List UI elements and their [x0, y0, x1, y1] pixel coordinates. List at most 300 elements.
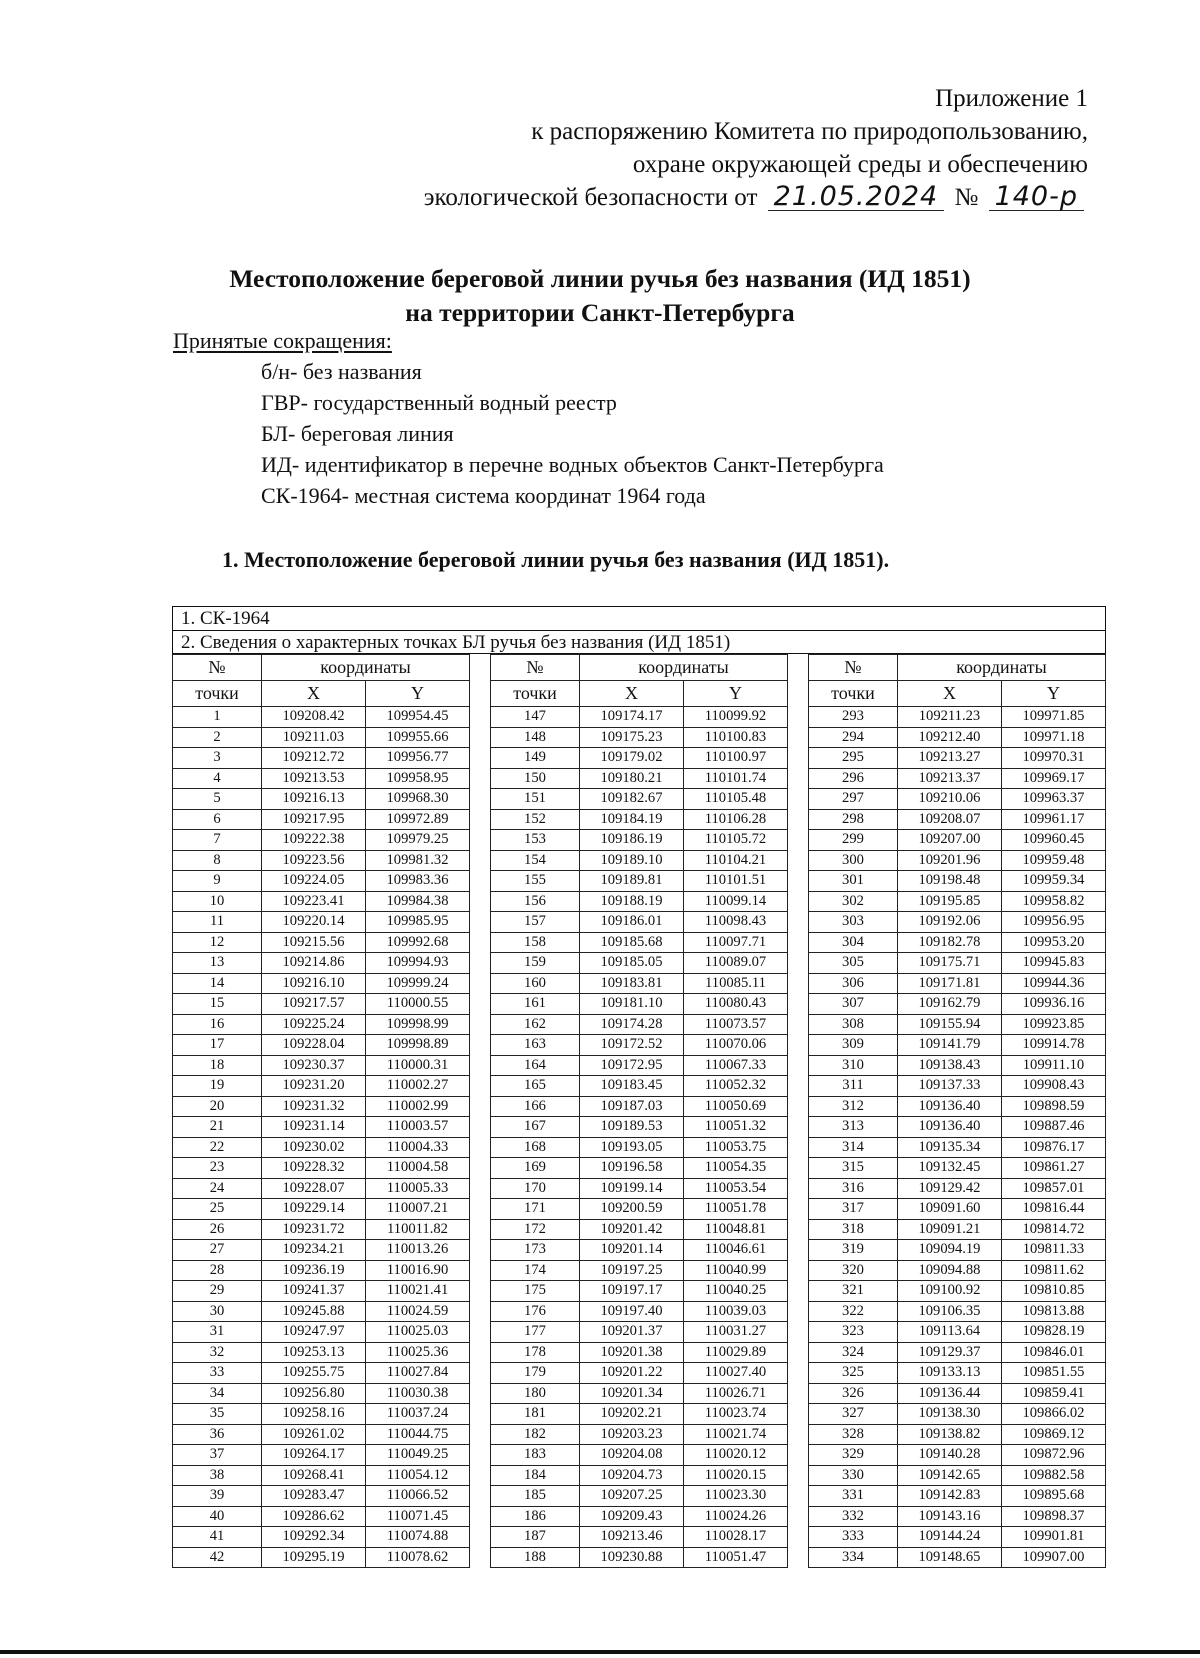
point-number: 330	[808, 1465, 897, 1486]
x-coordinate: 109188.19	[579, 891, 683, 912]
x-coordinate: 109184.19	[579, 809, 683, 830]
x-coordinate: 109231.72	[262, 1219, 366, 1240]
x-coordinate: 109183.45	[579, 1076, 683, 1097]
table-row	[173, 871, 470, 892]
x-coordinate: 109136.44	[897, 1383, 1001, 1404]
appendix-line-4	[388, 181, 1088, 214]
y-coordinate: 110020.15	[683, 1465, 787, 1486]
point-number: 166	[490, 1096, 579, 1117]
x-coordinate: 109143.16	[897, 1506, 1001, 1527]
table-row	[490, 1199, 787, 1220]
y-coordinate: 109901.81	[1001, 1527, 1105, 1548]
y-coordinate: 110048.81	[683, 1219, 787, 1240]
table-row	[490, 768, 787, 789]
point-number: 323	[808, 1322, 897, 1343]
table-row	[173, 1076, 470, 1097]
y-coordinate: 110098.43	[683, 912, 787, 933]
point-number: 9	[173, 871, 262, 892]
point-number: 171	[490, 1199, 579, 1220]
y-coordinate: 110050.69	[683, 1096, 787, 1117]
point-number: 156	[490, 891, 579, 912]
y-coordinate: 109857.01	[1001, 1178, 1105, 1199]
x-coordinate: 109135.34	[897, 1137, 1001, 1158]
table-row	[808, 1465, 1105, 1486]
header-coordinates: координаты	[262, 655, 470, 681]
y-coordinate: 109963.37	[1001, 789, 1105, 810]
x-coordinate: 109091.60	[897, 1199, 1001, 1220]
y-coordinate: 110097.71	[683, 932, 787, 953]
table-row	[808, 1014, 1105, 1035]
y-coordinate: 109992.68	[366, 932, 470, 953]
table-row	[808, 1117, 1105, 1138]
x-coordinate: 109144.24	[897, 1527, 1001, 1548]
x-coordinate: 109213.37	[897, 768, 1001, 789]
y-coordinate: 109828.19	[1001, 1322, 1105, 1343]
y-coordinate: 110051.78	[683, 1199, 787, 1220]
point-number: 154	[490, 850, 579, 871]
y-coordinate: 110054.12	[366, 1465, 470, 1486]
table-row	[173, 912, 470, 933]
point-number: 331	[808, 1486, 897, 1507]
point-number: 168	[490, 1137, 579, 1158]
coordinate-tables	[172, 654, 1106, 1568]
y-coordinate: 109816.44	[1001, 1199, 1105, 1220]
x-coordinate: 109230.37	[262, 1055, 366, 1076]
x-coordinate: 109197.25	[579, 1260, 683, 1281]
point-number: 170	[490, 1178, 579, 1199]
table-row	[173, 973, 470, 994]
x-coordinate: 109264.17	[262, 1445, 366, 1466]
table-row	[173, 1158, 470, 1179]
y-coordinate: 110099.92	[683, 707, 787, 728]
point-number: 27	[173, 1240, 262, 1261]
point-number: 303	[808, 912, 897, 933]
y-coordinate: 110025.03	[366, 1322, 470, 1343]
table-row	[808, 1404, 1105, 1425]
point-number: 180	[490, 1383, 579, 1404]
table-row	[490, 727, 787, 748]
table-row	[490, 830, 787, 851]
handwritten-number: 140-р	[989, 184, 1084, 211]
point-number: 293	[808, 707, 897, 728]
y-coordinate: 110003.57	[366, 1117, 470, 1138]
table-row	[490, 1137, 787, 1158]
x-coordinate: 109186.19	[579, 830, 683, 851]
y-coordinate: 109872.96	[1001, 1445, 1105, 1466]
y-coordinate: 110024.59	[366, 1301, 470, 1322]
x-coordinate: 109138.30	[897, 1404, 1001, 1425]
x-coordinate: 109217.95	[262, 809, 366, 830]
table-row	[808, 1363, 1105, 1384]
x-coordinate: 109185.05	[579, 953, 683, 974]
x-coordinate: 109195.85	[897, 891, 1001, 912]
table-row	[808, 789, 1105, 810]
point-number: 33	[173, 1363, 262, 1384]
y-coordinate: 110028.17	[683, 1527, 787, 1548]
y-coordinate: 109908.43	[1001, 1076, 1105, 1097]
point-number: 12	[173, 932, 262, 953]
point-number: 315	[808, 1158, 897, 1179]
y-coordinate: 110074.88	[366, 1527, 470, 1548]
y-coordinate: 110066.52	[366, 1486, 470, 1507]
x-coordinate: 109295.19	[262, 1547, 366, 1568]
point-number: 304	[808, 932, 897, 953]
y-coordinate: 109999.24	[366, 973, 470, 994]
appendix-label: Приложение 1	[935, 85, 1088, 112]
y-coordinate: 110099.14	[683, 891, 787, 912]
table-row	[490, 871, 787, 892]
y-coordinate: 110002.99	[366, 1096, 470, 1117]
x-coordinate: 109229.14	[262, 1199, 366, 1220]
table-row	[490, 891, 787, 912]
y-coordinate: 110105.72	[683, 830, 787, 851]
point-number: 159	[490, 953, 579, 974]
x-coordinate: 109216.13	[262, 789, 366, 810]
y-coordinate: 110037.24	[366, 1404, 470, 1425]
y-coordinate: 110100.83	[683, 727, 787, 748]
x-coordinate: 109094.19	[897, 1240, 1001, 1261]
coordinates-table	[808, 654, 1106, 1568]
y-coordinate: 109959.34	[1001, 871, 1105, 892]
x-coordinate: 109187.03	[579, 1096, 683, 1117]
y-coordinate: 109814.72	[1001, 1219, 1105, 1240]
point-number: 186	[490, 1506, 579, 1527]
x-coordinate: 109175.71	[897, 953, 1001, 974]
x-coordinate: 109129.42	[897, 1178, 1001, 1199]
x-coordinate: 109209.43	[579, 1506, 683, 1527]
point-number: 310	[808, 1055, 897, 1076]
table-row	[808, 1076, 1105, 1097]
y-coordinate: 109971.18	[1001, 727, 1105, 748]
coordinates-table	[490, 654, 788, 1568]
table-row	[490, 1219, 787, 1240]
y-coordinate: 110104.21	[683, 850, 787, 871]
x-coordinate: 109231.32	[262, 1096, 366, 1117]
table-row	[490, 1363, 787, 1384]
point-number: 307	[808, 994, 897, 1015]
point-number: 178	[490, 1342, 579, 1363]
x-coordinate: 109091.21	[897, 1219, 1001, 1240]
point-number: 164	[490, 1055, 579, 1076]
point-number: 181	[490, 1404, 579, 1425]
y-coordinate: 110027.40	[683, 1363, 787, 1384]
y-coordinate: 110007.21	[366, 1199, 470, 1220]
x-coordinate: 109172.52	[579, 1035, 683, 1056]
y-coordinate: 110039.03	[683, 1301, 787, 1322]
y-coordinate: 110044.75	[366, 1424, 470, 1445]
y-coordinate: 110021.74	[683, 1424, 787, 1445]
y-coordinate: 110049.25	[366, 1445, 470, 1466]
y-coordinate: 109985.95	[366, 912, 470, 933]
y-coordinate: 110025.36	[366, 1342, 470, 1363]
y-coordinate: 110027.84	[366, 1363, 470, 1384]
x-coordinate: 109224.05	[262, 871, 366, 892]
x-coordinate: 109236.19	[262, 1260, 366, 1281]
x-coordinate: 109256.80	[262, 1383, 366, 1404]
x-coordinate: 109140.28	[897, 1445, 1001, 1466]
point-number: 308	[808, 1014, 897, 1035]
header-point: точки	[490, 681, 579, 707]
x-coordinate: 109201.42	[579, 1219, 683, 1240]
point-number: 179	[490, 1363, 579, 1384]
x-coordinate: 109230.88	[579, 1547, 683, 1568]
header-num: №	[173, 655, 262, 681]
x-coordinate: 109094.88	[897, 1260, 1001, 1281]
table-row	[808, 973, 1105, 994]
point-number: 161	[490, 994, 579, 1015]
y-coordinate: 110053.75	[683, 1137, 787, 1158]
table-row	[808, 1322, 1105, 1343]
table-row	[490, 1035, 787, 1056]
x-coordinate: 109136.40	[897, 1117, 1001, 1138]
table-row	[808, 1137, 1105, 1158]
table-row	[490, 1424, 787, 1445]
table-row	[173, 1486, 470, 1507]
point-number: 313	[808, 1117, 897, 1138]
appendix-line-3: охране окружающей среды и обеспечению	[632, 151, 1088, 178]
y-coordinate: 110105.48	[683, 789, 787, 810]
point-number: 37	[173, 1445, 262, 1466]
table-row	[173, 1260, 470, 1281]
abbreviations-list	[261, 356, 884, 511]
point-number: 163	[490, 1035, 579, 1056]
y-coordinate: 109959.48	[1001, 850, 1105, 871]
x-coordinate: 109211.03	[262, 727, 366, 748]
y-coordinate: 109970.31	[1001, 748, 1105, 769]
table-row	[808, 1301, 1105, 1322]
abbreviation-item: СК-1964- местная система координат 1964 года	[261, 483, 706, 508]
table-row	[808, 1342, 1105, 1363]
point-number: 296	[808, 768, 897, 789]
x-coordinate: 109202.21	[579, 1404, 683, 1425]
table-row	[808, 768, 1105, 789]
x-coordinate: 109207.25	[579, 1486, 683, 1507]
table-row	[173, 1117, 470, 1138]
table-row	[173, 1363, 470, 1384]
header-coordinates: координаты	[897, 655, 1105, 681]
table-row	[490, 789, 787, 810]
x-coordinate: 109223.41	[262, 891, 366, 912]
y-coordinate: 109898.59	[1001, 1096, 1105, 1117]
point-number: 40	[173, 1506, 262, 1527]
y-coordinate: 110023.30	[683, 1486, 787, 1507]
table-row	[173, 1445, 470, 1466]
point-number: 177	[490, 1322, 579, 1343]
table-row	[490, 1506, 787, 1527]
table-row	[490, 1117, 787, 1138]
table-row	[808, 1486, 1105, 1507]
y-coordinate: 109882.58	[1001, 1465, 1105, 1486]
x-coordinate: 109213.27	[897, 748, 1001, 769]
y-coordinate: 109914.78	[1001, 1035, 1105, 1056]
table-row	[173, 830, 470, 851]
point-number: 298	[808, 809, 897, 830]
point-number: 1	[173, 707, 262, 728]
x-coordinate: 109100.92	[897, 1281, 1001, 1302]
x-coordinate: 109142.83	[897, 1486, 1001, 1507]
y-coordinate: 110005.33	[366, 1178, 470, 1199]
y-coordinate: 110000.55	[366, 994, 470, 1015]
table-row	[490, 1014, 787, 1035]
x-coordinate: 109245.88	[262, 1301, 366, 1322]
x-coordinate: 109228.07	[262, 1178, 366, 1199]
x-coordinate: 109286.62	[262, 1506, 366, 1527]
y-coordinate: 109811.33	[1001, 1240, 1105, 1261]
table-row	[808, 748, 1105, 769]
table-row	[490, 1342, 787, 1363]
table-row	[173, 1383, 470, 1404]
point-number: 183	[490, 1445, 579, 1466]
x-coordinate: 109129.37	[897, 1342, 1001, 1363]
point-number: 316	[808, 1178, 897, 1199]
y-coordinate: 110000.31	[366, 1055, 470, 1076]
y-coordinate: 110040.25	[683, 1281, 787, 1302]
x-coordinate: 109201.14	[579, 1240, 683, 1261]
x-coordinate: 109211.23	[897, 707, 1001, 728]
point-number: 16	[173, 1014, 262, 1035]
table-row	[808, 1506, 1105, 1527]
table-row	[173, 748, 470, 769]
point-number: 35	[173, 1404, 262, 1425]
x-coordinate: 109215.56	[262, 932, 366, 953]
y-coordinate: 109956.95	[1001, 912, 1105, 933]
x-coordinate: 109175.23	[579, 727, 683, 748]
y-coordinate: 109810.85	[1001, 1281, 1105, 1302]
table-row	[490, 1527, 787, 1548]
y-coordinate: 109859.41	[1001, 1383, 1105, 1404]
y-coordinate: 110051.47	[683, 1547, 787, 1568]
point-number: 334	[808, 1547, 897, 1568]
section-title: 1. Местоположение береговой линии ручья без названия (ИД 1851).	[222, 547, 890, 572]
x-coordinate: 109268.41	[262, 1465, 366, 1486]
table-row	[490, 1465, 787, 1486]
table-row	[173, 1322, 470, 1343]
table-row	[808, 850, 1105, 871]
x-coordinate: 109212.72	[262, 748, 366, 769]
y-coordinate: 110071.45	[366, 1506, 470, 1527]
table-row	[173, 932, 470, 953]
x-coordinate: 109255.75	[262, 1363, 366, 1384]
table-row	[808, 932, 1105, 953]
table-row	[808, 1035, 1105, 1056]
x-coordinate: 109136.40	[897, 1096, 1001, 1117]
point-number: 151	[490, 789, 579, 810]
x-coordinate: 109220.14	[262, 912, 366, 933]
x-coordinate: 109223.56	[262, 850, 366, 871]
y-coordinate: 109972.89	[366, 809, 470, 830]
table-row	[173, 727, 470, 748]
coordinate-system-row: 1. СК-1964	[172, 606, 1106, 630]
point-number: 318	[808, 1219, 897, 1240]
point-number: 176	[490, 1301, 579, 1322]
point-number: 305	[808, 953, 897, 974]
table-row	[490, 1240, 787, 1261]
x-coordinate: 109247.97	[262, 1322, 366, 1343]
point-number: 20	[173, 1096, 262, 1117]
table-row	[808, 1055, 1105, 1076]
x-coordinate: 109182.78	[897, 932, 1001, 953]
table-row	[173, 1219, 470, 1240]
point-number: 26	[173, 1219, 262, 1240]
table-row	[808, 1158, 1105, 1179]
point-number: 147	[490, 707, 579, 728]
x-coordinate: 109292.34	[262, 1527, 366, 1548]
y-coordinate: 109971.85	[1001, 707, 1105, 728]
table-row	[808, 1199, 1105, 1220]
x-coordinate: 109106.35	[897, 1301, 1001, 1322]
point-number: 14	[173, 973, 262, 994]
header-x: X	[262, 681, 366, 707]
point-number: 157	[490, 912, 579, 933]
y-coordinate: 109944.36	[1001, 973, 1105, 994]
point-number: 173	[490, 1240, 579, 1261]
x-coordinate: 109228.32	[262, 1158, 366, 1179]
x-coordinate: 109174.28	[579, 1014, 683, 1035]
point-number: 332	[808, 1506, 897, 1527]
x-coordinate: 109180.21	[579, 768, 683, 789]
y-coordinate: 109898.37	[1001, 1506, 1105, 1527]
table-row	[808, 891, 1105, 912]
header-y: Y	[683, 681, 787, 707]
y-coordinate: 110021.41	[366, 1281, 470, 1302]
abbreviation-item: ИД- идентификатор в перечне водных объектов Санкт-Петербурга	[261, 452, 884, 477]
y-coordinate: 109813.88	[1001, 1301, 1105, 1322]
number-label: №	[954, 184, 979, 211]
y-coordinate: 110020.12	[683, 1445, 787, 1466]
point-number: 4	[173, 768, 262, 789]
point-number: 25	[173, 1199, 262, 1220]
x-coordinate: 109113.64	[897, 1322, 1001, 1343]
y-coordinate: 110085.11	[683, 973, 787, 994]
x-coordinate: 109189.53	[579, 1117, 683, 1138]
y-coordinate: 110051.32	[683, 1117, 787, 1138]
point-number: 329	[808, 1445, 897, 1466]
point-number: 324	[808, 1342, 897, 1363]
table-row	[490, 973, 787, 994]
x-coordinate: 109197.40	[579, 1301, 683, 1322]
x-coordinate: 109186.01	[579, 912, 683, 933]
x-coordinate: 109200.59	[579, 1199, 683, 1220]
table-row	[490, 1178, 787, 1199]
point-number: 301	[808, 871, 897, 892]
abbreviation-item: б/н- без названия	[261, 359, 422, 384]
y-coordinate: 109968.30	[366, 789, 470, 810]
point-number: 294	[808, 727, 897, 748]
table-row	[490, 1076, 787, 1097]
table-row	[808, 1178, 1105, 1199]
point-number: 306	[808, 973, 897, 994]
y-coordinate: 109961.17	[1001, 809, 1105, 830]
y-coordinate: 110067.33	[683, 1055, 787, 1076]
point-number: 317	[808, 1199, 897, 1220]
document-title	[0, 262, 1200, 330]
point-number: 15	[173, 994, 262, 1015]
point-number: 169	[490, 1158, 579, 1179]
x-coordinate: 109196.58	[579, 1158, 683, 1179]
point-number: 295	[808, 748, 897, 769]
x-coordinate: 109203.23	[579, 1424, 683, 1445]
table-row	[490, 1547, 787, 1568]
point-number: 153	[490, 830, 579, 851]
table-row	[808, 912, 1105, 933]
table-row	[490, 748, 787, 769]
table-row	[808, 1547, 1105, 1568]
x-coordinate: 109283.47	[262, 1486, 366, 1507]
table-row	[173, 1240, 470, 1261]
x-coordinate: 109231.20	[262, 1076, 366, 1097]
y-coordinate: 110052.32	[683, 1076, 787, 1097]
table-row	[490, 1281, 787, 1302]
